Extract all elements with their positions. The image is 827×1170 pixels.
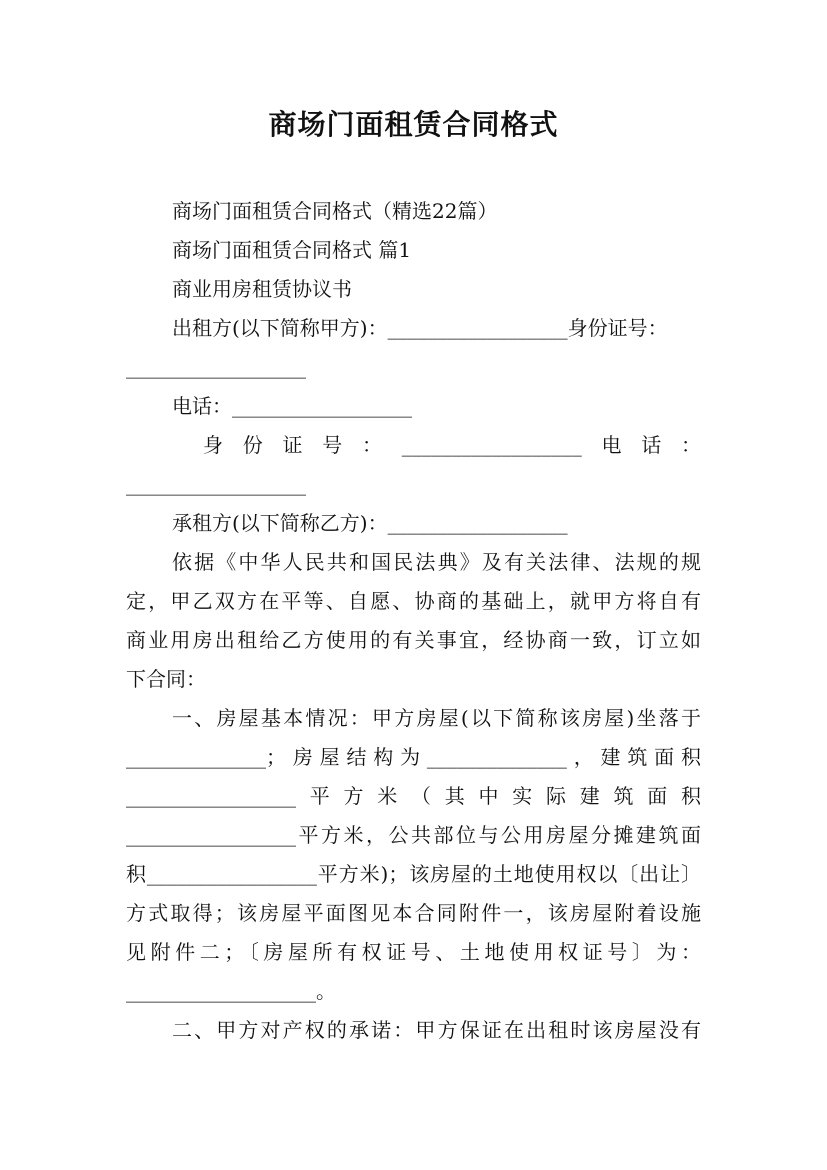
section-heading: 商场门面租赁合同格式 篇1 [172, 238, 412, 262]
lessee-line: 承租方(以下简称乙方)：__________________ [172, 511, 568, 535]
clause-one-line: 一、房屋基本情况：甲方房屋(以下简称该房屋)坐落于 [172, 706, 701, 730]
paragraph-line: 商业用房出租给乙方使用的有关事宜，经协商一致，订立如 [126, 628, 701, 652]
lessee-id-phone-line: 身份证号：__________________电话： [203, 433, 701, 457]
lessee-phone-blank: __________________ [126, 472, 306, 496]
clause-one-line: _________________平方米，公共部位与公用房屋分摊建筑面 [126, 823, 701, 847]
paragraph-line: 下合同： [126, 667, 206, 691]
lessor-line: 出租方(以下简称甲方)：__________________身份证号： [172, 316, 668, 340]
clause-one-line: 方式取得；该房屋平面图见本合同附件一，该房屋附着设施 [126, 901, 701, 925]
clause-one-line: 积_________________平方米)；该房屋的土地使用权以〔出让〕 [126, 862, 701, 886]
document-title: 商场门面租赁合同格式 [268, 108, 559, 141]
clause-one-line: _________________平方米（其中实际建筑面积 [126, 784, 701, 808]
lessor-phone-line: 电话：__________________ [172, 394, 412, 418]
subtitle-line: 商场门面租赁合同格式（精选22篇） [172, 199, 498, 223]
clause-one-line: ___________________。 [126, 979, 336, 1003]
clause-one-line: ______________；房屋结构为______________，建筑面积 [126, 745, 701, 769]
agreement-heading: 商业用房租赁协议书 [172, 277, 352, 301]
clause-one-line: 见附件二；〔房屋所有权证号、土地使用权证号〕为： [126, 940, 701, 964]
lessor-id-blank: __________________ [126, 355, 306, 379]
paragraph-line: 定，甲乙双方在平等、自愿、协商的基础上，就甲方将自有 [126, 589, 701, 613]
clause-two-line: 二、甲方对产权的承诺：甲方保证在出租时该房屋没有 [172, 1018, 701, 1042]
paragraph-line: 依据《中华人民共和国民法典》及有关法律、法规的规 [172, 550, 701, 574]
